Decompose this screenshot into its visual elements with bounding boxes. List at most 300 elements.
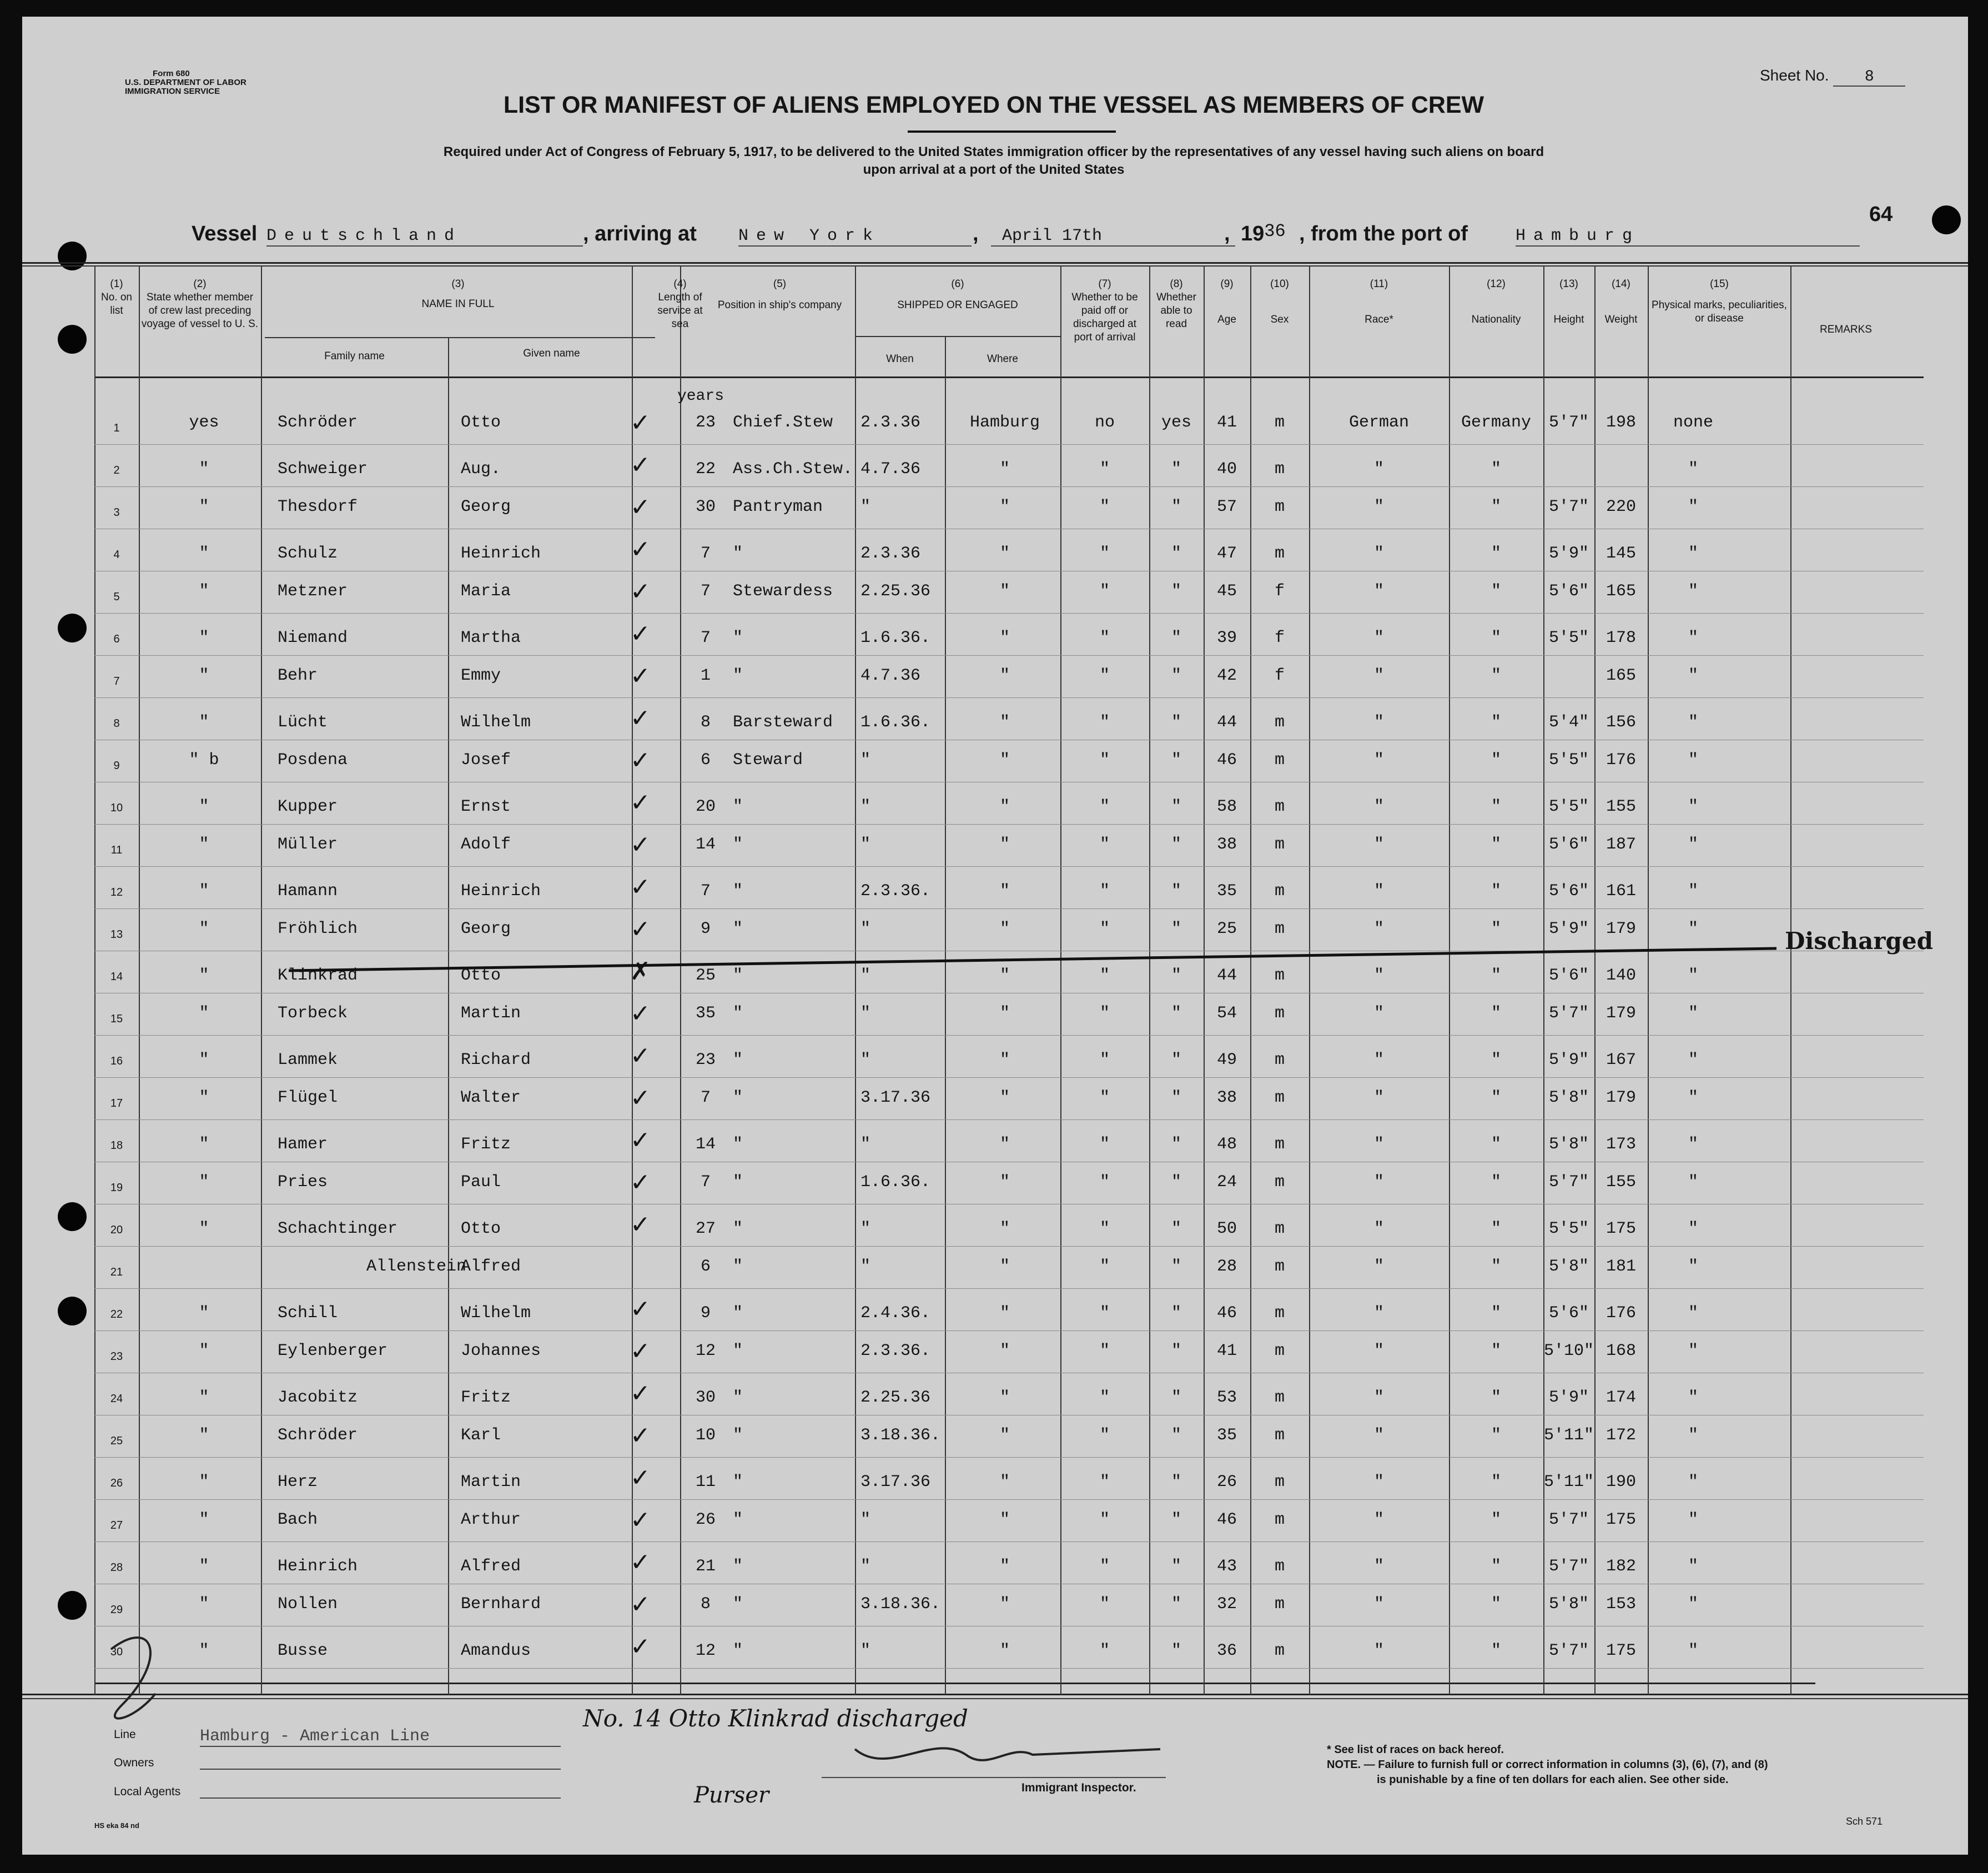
cell-weight: 175 [1606, 1510, 1636, 1529]
cell-age: 57 [1216, 498, 1237, 516]
col-header-remarks: REMARKS [1820, 324, 1872, 335]
cell-family-name: Behr [278, 666, 318, 685]
cell-shipped-where: " [999, 498, 1010, 516]
cell-weight: 172 [1606, 1426, 1636, 1445]
cell-family-name: Eylenberger [278, 1342, 388, 1360]
cell-race: " [1373, 797, 1384, 816]
cell-height: 5'8" [1548, 1257, 1589, 1276]
local-agents-label: Local Agents [114, 1785, 181, 1798]
cell-previous-voyage: " [199, 460, 209, 479]
cell-sex: m [1274, 1473, 1285, 1492]
cell-height: 5'5" [1548, 751, 1589, 770]
cell-position: " [733, 1219, 743, 1238]
cell-able-to-read: " [1171, 498, 1181, 516]
cell-height: 5'11" [1543, 1473, 1594, 1492]
cell-paid-off: " [1099, 629, 1110, 647]
cell-shipped-where: " [999, 1135, 1010, 1154]
print-code: HS eka 84 nd [94, 1821, 139, 1830]
cell-family-name: Schulz [278, 544, 338, 563]
cell-age: 58 [1216, 797, 1237, 816]
cell-age: 42 [1216, 666, 1237, 685]
verification-check-mark: ✓ [630, 1337, 651, 1365]
cell-shipped-where: " [999, 751, 1010, 770]
col-header-service: (4) Length of service at sea [657, 278, 703, 330]
cell-family-name: Herz [278, 1473, 318, 1492]
cell-sex: m [1274, 882, 1285, 901]
cell-age: 48 [1216, 1135, 1237, 1154]
cell-paid-off: " [1099, 966, 1110, 985]
cell-row-number: 28 [110, 1561, 123, 1574]
cell-given-name: Alfred [461, 1557, 521, 1576]
cell-shipped-when: " [860, 1004, 871, 1023]
cell-service-years: 11 [695, 1473, 716, 1492]
verification-check-mark: ✓ [630, 1084, 651, 1112]
cell-position: " [733, 797, 743, 816]
cell-sex: m [1274, 1135, 1285, 1154]
cell-nationality: " [1491, 797, 1501, 816]
cell-able-to-read: " [1171, 666, 1181, 685]
cell-given-name: Fritz [461, 1388, 511, 1407]
cell-weight: 178 [1606, 629, 1636, 647]
cell-sex: m [1274, 966, 1285, 985]
cell-age: 35 [1216, 1426, 1237, 1445]
cell-previous-voyage: " [199, 1135, 209, 1154]
cell-previous-voyage: " [199, 1473, 209, 1492]
cell-given-name: Karl [461, 1426, 501, 1445]
cell-able-to-read: " [1171, 882, 1181, 901]
cell-age: 50 [1216, 1219, 1237, 1238]
cell-able-to-read: " [1171, 966, 1181, 985]
cell-able-to-read: " [1171, 460, 1181, 479]
cell-shipped-when: 3.18.36. [860, 1426, 941, 1445]
col-header-sex: (10) Sex [1270, 278, 1289, 325]
cell-physical-marks: " [1688, 1088, 1698, 1107]
line-label: Line [114, 1728, 136, 1741]
cell-shipped-when: " [860, 1641, 871, 1660]
cell-age: 24 [1216, 1173, 1237, 1192]
cell-shipped-when: 2.3.36 [860, 544, 921, 563]
cell-physical-marks: " [1688, 498, 1698, 516]
cell-given-name: Maria [461, 582, 511, 601]
cell-shipped-when: 4.7.36 [860, 666, 921, 685]
cell-position: Steward [733, 751, 803, 770]
cell-able-to-read: " [1171, 1473, 1181, 1492]
cell-given-name: Richard [461, 1051, 531, 1069]
cell-row-number: 14 [110, 971, 123, 983]
cell-age: 54 [1216, 1004, 1237, 1023]
cell-physical-marks: " [1688, 713, 1698, 732]
cell-shipped-where: " [999, 1257, 1010, 1276]
cell-previous-voyage: " [199, 1304, 209, 1323]
cell-nationality: " [1491, 920, 1501, 938]
cell-able-to-read: " [1171, 713, 1181, 732]
cell-service-years: 22 [695, 460, 716, 479]
cell-service-years: 30 [695, 498, 716, 516]
owners-label: Owners [114, 1756, 154, 1769]
cell-weight: 176 [1606, 1304, 1636, 1323]
cell-shipped-where: " [999, 835, 1010, 854]
cell-row-number: 20 [110, 1224, 123, 1236]
cell-physical-marks: " [1688, 920, 1698, 938]
cell-service-years: 21 [695, 1557, 716, 1576]
cell-height: 5'9" [1548, 920, 1589, 938]
cell-physical-marks: " [1688, 1004, 1698, 1023]
cell-service-years: 14 [695, 1135, 716, 1154]
cell-service-years: 8 [700, 713, 711, 732]
cell-row-number: 29 [110, 1604, 123, 1616]
verification-check-mark: ✓ [630, 535, 651, 564]
cell-shipped-when: " [860, 1051, 871, 1069]
cell-sex: m [1274, 1342, 1285, 1360]
cell-nationality: " [1491, 882, 1501, 901]
cell-nationality: " [1491, 544, 1501, 563]
cell-position: Stewardess [733, 582, 833, 601]
cell-paid-off: " [1099, 1135, 1110, 1154]
cell-weight: 190 [1606, 1473, 1636, 1492]
cell-service-years: 6 [700, 751, 711, 770]
cell-family-name: Heinrich [278, 1557, 358, 1576]
cell-previous-voyage: " b [189, 751, 219, 770]
from-port: Hamburg [1516, 227, 1860, 247]
cell-row-number: 19 [110, 1182, 123, 1194]
cell-paid-off: " [1099, 460, 1110, 479]
cell-previous-voyage: " [199, 713, 209, 732]
cell-height: 5'9" [1548, 1388, 1589, 1407]
cell-age: 46 [1216, 1510, 1237, 1529]
cell-row-number: 12 [110, 886, 123, 898]
cell-physical-marks: " [1688, 544, 1698, 563]
col-header-previous-voyage: (2) State whether member of crew last preceding voyage of vessel to U. S. [141, 278, 259, 330]
cell-row-number: 7 [113, 675, 120, 687]
cell-shipped-when: " [860, 835, 871, 854]
cell-height: 5'8" [1548, 1595, 1589, 1614]
cell-nationality: " [1491, 1510, 1501, 1529]
cell-family-name: Busse [278, 1641, 328, 1660]
col-header-given-name: Given name [523, 348, 580, 359]
cell-age: 35 [1216, 882, 1237, 901]
cell-paid-off: " [1099, 1051, 1110, 1069]
cell-shipped-where: " [999, 1388, 1010, 1407]
cell-family-name: Thesdorf [278, 498, 358, 516]
cell-nationality: " [1491, 460, 1501, 479]
verification-check-mark: ✗ [630, 957, 651, 986]
cell-shipped-when: " [860, 1219, 871, 1238]
cell-able-to-read: " [1171, 1257, 1181, 1276]
cell-service-years: 7 [700, 582, 711, 601]
cell-age: 41 [1216, 1342, 1237, 1360]
cell-able-to-read: " [1171, 1135, 1181, 1154]
cell-physical-marks: " [1688, 1173, 1698, 1192]
cell-sex: m [1274, 498, 1285, 516]
cell-weight: 179 [1606, 1004, 1636, 1023]
cell-sex: f [1274, 666, 1285, 685]
cell-able-to-read: " [1171, 1219, 1181, 1238]
cell-shipped-when: " [860, 1557, 871, 1576]
cell-shipped-where: " [999, 1426, 1010, 1445]
cell-row-number: 15 [110, 1013, 123, 1025]
cell-height: 5'6" [1548, 582, 1589, 601]
cell-race: German [1348, 413, 1410, 432]
cell-sex: m [1274, 460, 1285, 479]
cell-sex: m [1274, 1004, 1285, 1023]
cell-shipped-when: " [860, 751, 871, 770]
cell-able-to-read: " [1171, 1051, 1181, 1069]
cell-paid-off: " [1099, 1088, 1110, 1107]
cell-race: " [1373, 1088, 1384, 1107]
verification-check-mark: ✓ [630, 831, 651, 859]
cell-sex: m [1274, 1595, 1285, 1614]
cell-weight: 161 [1606, 882, 1636, 901]
cell-previous-voyage: " [199, 1004, 209, 1023]
cell-previous-voyage: " [199, 1595, 209, 1614]
cell-previous-voyage: " [199, 1219, 209, 1238]
sheet-number: 8 [1833, 68, 1905, 87]
cell-row-number: 1 [113, 422, 120, 434]
cell-able-to-read: " [1171, 544, 1181, 563]
cell-family-name: Schröder [278, 1426, 358, 1445]
service-name: IMMIGRATION SERVICE [125, 87, 220, 96]
cell-nationality: " [1491, 1342, 1501, 1360]
cell-race: " [1373, 1641, 1384, 1660]
col-header-shipped: (6) SHIPPED OR ENGAGED [897, 278, 1018, 311]
cell-shipped-where: " [999, 1641, 1010, 1660]
cell-sex: m [1274, 544, 1285, 563]
cell-race: " [1373, 835, 1384, 854]
col-header-name: (3) NAME IN FULL [421, 278, 495, 310]
cell-age: 46 [1216, 1304, 1237, 1323]
cell-race: " [1373, 882, 1384, 901]
cell-physical-marks: " [1688, 966, 1698, 985]
cell-height: 5'9" [1548, 544, 1589, 563]
cell-family-name: Torbeck [278, 1004, 348, 1023]
cell-race: " [1373, 1426, 1384, 1445]
verification-check-mark: ✓ [630, 493, 651, 521]
cell-weight: 198 [1606, 413, 1636, 432]
cell-able-to-read: " [1171, 1595, 1181, 1614]
cell-age: 49 [1216, 1051, 1237, 1069]
col-header-age: (9) Age [1217, 278, 1236, 325]
cell-given-name: Emmy [461, 666, 501, 685]
cell-race: " [1373, 1473, 1384, 1492]
cell-previous-voyage: " [199, 629, 209, 647]
cell-race: " [1373, 1004, 1384, 1023]
cell-shipped-where: " [999, 666, 1010, 685]
cell-sex: m [1274, 1641, 1285, 1660]
cell-family-name: Hamer [278, 1135, 328, 1154]
cell-given-name: Wilhelm [461, 713, 531, 732]
cell-weight: 176 [1606, 751, 1636, 770]
cell-shipped-where: " [999, 1595, 1010, 1614]
cell-family-name: Kupper [278, 797, 338, 816]
cell-position: " [733, 1595, 743, 1614]
cell-given-name: Josef [461, 751, 511, 770]
cell-shipped-when: " [860, 966, 871, 985]
cell-able-to-read: " [1171, 1510, 1181, 1529]
cell-physical-marks: " [1688, 1641, 1698, 1660]
cell-service-years: 25 [695, 966, 716, 985]
arrival-port: New York [738, 227, 972, 247]
remarks-discharged: Discharged [1785, 927, 1933, 955]
cell-family-name: Klinkrad [278, 966, 358, 985]
cell-age: 36 [1216, 1641, 1237, 1660]
cell-shipped-where: " [999, 713, 1010, 732]
cell-physical-marks: " [1688, 666, 1698, 685]
cell-given-name: Walter [461, 1088, 521, 1107]
cell-race: " [1373, 544, 1384, 563]
cell-nationality: " [1491, 835, 1501, 854]
cell-row-number: 8 [113, 717, 120, 730]
cell-family-name: Lücht [278, 713, 328, 732]
cell-shipped-when: 2.25.36 [860, 1388, 931, 1407]
cell-sex: m [1274, 797, 1285, 816]
cell-service-years: 8 [700, 1595, 711, 1614]
cell-position: " [733, 629, 743, 647]
verification-check-mark: ✓ [630, 789, 651, 817]
cell-service-years: 30 [695, 1388, 716, 1407]
cell-weight: 179 [1606, 1088, 1636, 1107]
cell-height: 5'7" [1548, 1004, 1589, 1023]
cell-able-to-read: " [1171, 629, 1181, 647]
cell-physical-marks: " [1688, 882, 1698, 901]
cell-previous-voyage: " [199, 797, 209, 816]
cell-sex: m [1274, 413, 1285, 432]
cell-height: 5'6" [1548, 882, 1589, 901]
cell-physical-marks: " [1688, 1388, 1698, 1407]
cell-height: 5'10" [1543, 1342, 1594, 1360]
col-header-height: (13) Height [1553, 278, 1584, 325]
cell-family-name: Flügel [278, 1088, 338, 1107]
vessel-name: Deutschland [266, 227, 583, 247]
cell-weight: 156 [1606, 713, 1636, 732]
cell-shipped-where: " [999, 1473, 1010, 1492]
schedule-number: Sch 571 [1846, 1816, 1883, 1827]
cell-able-to-read: " [1171, 920, 1181, 938]
cell-given-name: Amandus [461, 1641, 531, 1660]
col-header-position: (5) Position in ship's company [717, 278, 842, 311]
verification-check-mark: ✓ [630, 746, 651, 775]
cell-paid-off: " [1099, 1257, 1110, 1276]
verification-check-mark: ✓ [630, 1422, 651, 1450]
col-header-race: (11) Race* [1365, 278, 1393, 325]
cell-previous-voyage: " [199, 498, 209, 516]
cell-row-number: 3 [113, 506, 120, 519]
cell-row-number: 6 [113, 633, 120, 645]
cell-race: " [1373, 666, 1384, 685]
cell-race: " [1373, 498, 1384, 516]
cell-sex: m [1274, 1557, 1285, 1576]
cell-paid-off: " [1099, 1004, 1110, 1023]
cell-row-number: 13 [110, 928, 123, 941]
cell-able-to-read: " [1171, 1173, 1181, 1192]
cell-nationality: " [1491, 1173, 1501, 1192]
cell-position: " [733, 1173, 743, 1192]
penalty-note: NOTE. — Failure to furnish full or correct information in columns (3), (6), (7), and (8) [1327, 1759, 1768, 1771]
cell-height: 5'5" [1548, 629, 1589, 647]
cell-position: " [733, 1426, 743, 1445]
cell-race: " [1373, 1304, 1384, 1323]
cell-able-to-read: " [1171, 1342, 1181, 1360]
cell-height: 5'7" [1548, 498, 1589, 516]
cell-age: 38 [1216, 1088, 1237, 1107]
cell-age: 26 [1216, 1473, 1237, 1492]
cell-previous-voyage: " [199, 1388, 209, 1407]
cell-nationality: " [1491, 1641, 1501, 1660]
cell-family-name: Lammek [278, 1051, 338, 1069]
vessel-label: Vessel [192, 222, 258, 245]
cell-service-years: 27 [695, 1219, 716, 1238]
cell-row-number: 4 [113, 549, 120, 561]
cell-service-years: 9 [700, 920, 711, 938]
cell-shipped-when: 2.25.36 [860, 582, 931, 601]
cell-height: 5'7" [1548, 1557, 1589, 1576]
cell-given-name: Heinrich [461, 882, 541, 901]
manifest-sheet: Form 680 U.S. DEPARTMENT OF LABOR IMMIGRATION SERVICE Sheet No. 8 LIST OR MANIFEST OF ALIENS EMPLOYED ON THE VESSEL AS MEMBERS OF CREW Required under Act of Congress of February 5, 1917, to be delivered to the United States immigration officer by the representatives of any vessel having such aliens on board upon arrival at a port of the United States 64 Vessel Deutschland , arriving at New York , April 17th , $19^{36}$ , from the port of Hamburg (1) No. on list (2) State whether member of crew last preceding voyage of vessel to U. S. (3) NAME IN FULL Family name Given name (4) Length of service at sea (5) Position in ship's company (6) SHIPPED OR ENGAGED When Where (7) Whether to be paid off or discharged at port of arrival (8) Whether able to read (9) Age (10) Sex (11) Race* (12) Nationality (13) Height (14) Weight (15) Physical marks, peculiarities, or disease REMARKS years 1 yes Schröder Otto 23 Chief.Stew 2.3.36 Hamburg no yes 41 m German Germany 5'7" 198 none ✓ 2 " Schweiger Aug. 22 Ass.Ch.Stew. 4.7.36 " " " 40 m " " " ✓ 3 " Thesdorf Georg 30 Pantryman " " " " 57 m " " 5'7" 220 " ✓ 4 " Schulz Heinrich 7 " 2.3.36 " " " 47 m " " 5'9" 145 " ✓ 5 " Metzner Maria 7 Stewardess 2.25.36 " " " 45 f " " 5'6" 165 " ✓ 6 " Niemand Martha 7 " 1.6.36. " " " 39 f " " 5'5" 178 " ✓ 7 " Behr Emmy 1 " 4.7.36 " " " 42 f " " 165 " ✓ 8 " Lücht Wilhelm 8 Barsteward 1.6.36. " " " 44 m " " 5'4" 156 " ✓ 9 " b Posdena Josef 6 Steward " " " " 46 m " " 5'5" 176 " ✓ 10 " Kupper Ernst 20 " " " " " 58 m " " 5'5" 155 " ✓ 11 " Müller Adolf 14 " " " " " 38 m " " 5'6" 187 " ✓ 12 " Hamann Heinrich 7 " 2.3.36. " " " 35 m " " 5'6" 161 " ✓ 13 " Fröhlich Georg 9 " " " " " 25 m " " 5'9" 179 " ✓ 14 " Klinkrad Otto 25 " " " " " 44 m " " 5'6" 140 " ✗ 15 " Torbeck Martin 35 " " " " " 54 m " " 5'7" 179 " ✓ 16 " Lammek Richard 23 " " " " " 49 m " " 5'9" 167 " ✓ 17 " Flügel Walter 7 " 3.17.36 " " " 38 m " " 5'8" 179 " ✓ 18 " Hamer Fritz 14 " " " " " 48 m " " 5'8" 173 " ✓ 19 " Pries Paul 7 " 1.6.36. " " " 24 m " " 5'7" 155 " ✓ 20 " Schachtinger Otto 27 " " " " " 50 m " " 5'5" 175 " ✓ 21 Allenstein Alfred 6 " " " " " 28 m " " 5'8" 181 " 22 " Schill Wilhelm 9 " 2.4.36. " " " 46 m " " 5'6" 176 " ✓ 23 " Eylenberger Johannes 12 " 2.3.36. " " " 41 m " " 5'10" 168 " ✓ 24 " Jacobitz Fritz 30 " 2.25.36 " " " 53 m " " 5'9" 174 " ✓ 25 " Schröder Karl 10 " 3.18.36. " " " 35 m " " 5'11" 172 " ✓ 26 " Herz Martin 11 " 3.17.36 " " " 26 m " " 5'11" 190 " ✓ 27 " Bach Arthur 26 " " " " " 46 m " " 5'7" 175 " ✓ 28 " Heinrich Alfred 21 " " " " " 43 m " " 5'7" 182 " ✓ 29 " Nollen Bernhard 8 " 3.18.36. " " " 32 m " " 5'8" 153 " ✓ 30 " Busse Amandus 12 " " " " " 36 m " " 5'7" 175 " ✓ Discharged Line Hamburg - American Line Owners Local Agents No. 14 Otto Klinkrad discharged Purser Immigrant Inspector. * See list of races on back hereof. NOTE. — Failure to furnish full or correct information in columns (3), (6), (7), and (8) is punishable by a fine of ten dollars for each alien. See other side. Sch 571 HS eka 84 nd [22, 17, 1968, 1855]
cell-shipped-where: " [999, 1004, 1010, 1023]
arriving-label: , arriving at [583, 222, 697, 245]
cell-given-name: Georg [461, 920, 511, 938]
cell-nationality: " [1491, 1473, 1501, 1492]
cell-nationality: " [1491, 582, 1501, 601]
cell-service-years: 1 [700, 666, 711, 685]
cell-row-number: 22 [110, 1308, 123, 1320]
cell-weight: 179 [1606, 920, 1636, 938]
cell-previous-voyage: " [199, 920, 209, 938]
cell-sex: m [1274, 1257, 1285, 1276]
verification-check-mark: ✓ [630, 1548, 651, 1576]
cell-physical-marks: " [1688, 460, 1698, 479]
cell-row-number: 24 [110, 1393, 123, 1405]
cell-race: " [1373, 713, 1384, 732]
verification-check-mark: ✓ [630, 1126, 651, 1154]
penalty-note-line2: is punishable by a fine of ten dollars for each alien. See other side. [1377, 1774, 1729, 1786]
cell-sex: m [1274, 1173, 1285, 1192]
cell-height: 5'6" [1548, 1304, 1589, 1323]
cell-weight: 165 [1606, 582, 1636, 601]
cell-shipped-when: " [860, 1135, 871, 1154]
cell-paid-off: " [1099, 713, 1110, 732]
cell-given-name: Adolf [461, 835, 511, 854]
cell-weight: 182 [1606, 1557, 1636, 1576]
cell-family-name: Niemand [278, 629, 348, 647]
cell-service-years: 23 [695, 1051, 716, 1069]
cell-weight: 153 [1606, 1595, 1636, 1614]
cell-age: 41 [1216, 413, 1237, 432]
cell-given-name: Otto [461, 413, 501, 432]
cell-given-name: Martin [461, 1473, 521, 1492]
arrival-year-prefix: 19 [1241, 222, 1265, 245]
cell-weight: 181 [1606, 1257, 1636, 1276]
line-value: Hamburg - American Line [200, 1727, 561, 1747]
cell-physical-marks: " [1688, 1595, 1698, 1614]
cell-given-name: Otto [461, 966, 501, 985]
verification-check-mark: ✓ [630, 1211, 651, 1239]
cell-nationality: " [1491, 1004, 1501, 1023]
verification-check-mark: ✓ [630, 662, 651, 690]
cell-shipped-where: " [999, 629, 1010, 647]
cell-shipped-where: " [999, 966, 1010, 985]
cell-paid-off: " [1099, 1388, 1110, 1407]
cell-family-name: Hamann [278, 882, 338, 901]
cell-paid-off: " [1099, 1510, 1110, 1529]
cell-height: 5'5" [1548, 797, 1589, 816]
cell-shipped-where: " [999, 920, 1010, 938]
cell-weight: 168 [1606, 1342, 1636, 1360]
cell-family-name: Pries [278, 1173, 328, 1192]
cell-height: 5'7" [1548, 1641, 1589, 1660]
cell-position: " [733, 1257, 743, 1276]
arrival-date: April 17th [991, 227, 1235, 247]
cell-age: 53 [1216, 1388, 1237, 1407]
